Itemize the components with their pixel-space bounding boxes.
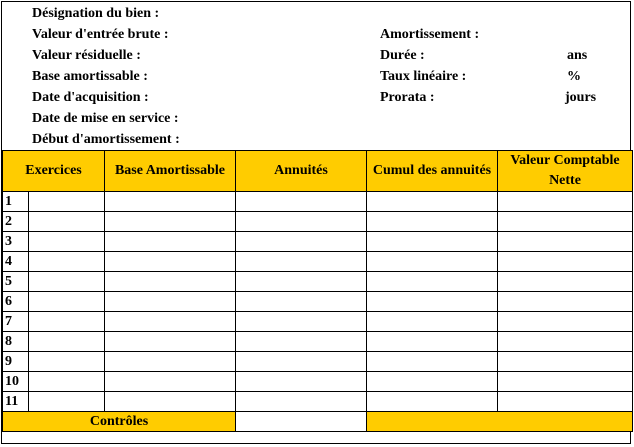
cumul-cell[interactable] [367, 192, 498, 212]
annuite-cell[interactable] [236, 392, 367, 412]
prorata-label: Prorata : [380, 90, 435, 105]
base-cell[interactable] [105, 192, 236, 212]
amortization-table [2, 150, 633, 432]
exercice-cell[interactable] [29, 292, 105, 312]
cumul-cell[interactable] [367, 252, 498, 272]
base-cell[interactable] [105, 372, 236, 392]
col-cumul-header: Cumul des annuités [367, 151, 498, 192]
cumul-cell[interactable] [367, 352, 498, 372]
vnc-cell[interactable] [498, 252, 633, 272]
table-header-row [3, 151, 633, 192]
vnc-cell[interactable] [498, 292, 633, 312]
table-row [3, 352, 633, 372]
base-cell[interactable] [105, 392, 236, 412]
table-row [3, 332, 633, 352]
cumul-cell[interactable] [367, 392, 498, 412]
controls-row [3, 412, 633, 432]
row-number: 11 [3, 392, 29, 412]
exercice-cell[interactable] [29, 192, 105, 212]
table-row [3, 192, 633, 212]
row-number: 3 [3, 232, 29, 252]
vnc-cell[interactable] [498, 232, 633, 252]
date-service-label: Date de mise en service : [32, 111, 179, 126]
annuite-cell[interactable] [236, 332, 367, 352]
base-cell[interactable] [105, 232, 236, 252]
duree-label: Durée : [380, 48, 425, 63]
base-cell[interactable] [105, 212, 236, 232]
designation-label: Désignation du bien : [32, 6, 160, 21]
cumul-cell[interactable] [367, 372, 498, 392]
base-cell[interactable] [105, 292, 236, 312]
annuite-cell[interactable] [236, 312, 367, 332]
controls-annuites-cell[interactable] [236, 412, 367, 432]
vnc-cell[interactable] [498, 392, 633, 412]
valeur-residuelle-label: Valeur résiduelle : [32, 48, 141, 63]
annuite-cell[interactable] [236, 352, 367, 372]
annuite-cell[interactable] [236, 192, 367, 212]
cumul-cell[interactable] [367, 312, 498, 332]
table-row [3, 212, 633, 232]
exercice-cell[interactable] [29, 252, 105, 272]
row-number: 4 [3, 252, 29, 272]
controls-right-fill [367, 412, 633, 432]
vnc-cell[interactable] [498, 332, 633, 352]
annuite-cell[interactable] [236, 252, 367, 272]
row-number: 7 [3, 312, 29, 332]
base-cell[interactable] [105, 272, 236, 292]
annuite-cell[interactable] [236, 272, 367, 292]
vnc-cell[interactable] [498, 272, 633, 292]
row-number: 1 [3, 192, 29, 212]
table-row [3, 312, 633, 332]
table-row [3, 372, 633, 392]
cumul-cell[interactable] [367, 212, 498, 232]
exercice-cell[interactable] [29, 372, 105, 392]
exercice-cell[interactable] [29, 272, 105, 292]
cumul-cell[interactable] [367, 232, 498, 252]
vnc-cell[interactable] [498, 372, 633, 392]
annuite-cell[interactable] [236, 292, 367, 312]
col-annuites-header: Annuités [236, 151, 367, 192]
vnc-cell[interactable] [498, 212, 633, 232]
controls-label: Contrôles [3, 412, 236, 432]
date-acquisition-label: Date d'acquisition : [32, 90, 149, 105]
annuite-cell[interactable] [236, 212, 367, 232]
cumul-cell[interactable] [367, 272, 498, 292]
row-number: 2 [3, 212, 29, 232]
taux-unit: % [567, 69, 581, 84]
col-base-amortissable-header: Base Amortissable [105, 151, 236, 192]
valeur-entree-label: Valeur d'entrée brute : [32, 27, 169, 42]
duree-unit: ans [567, 48, 588, 63]
table-row [3, 292, 633, 312]
annuite-cell[interactable] [236, 232, 367, 252]
exercice-cell[interactable] [29, 312, 105, 332]
row-number: 10 [3, 372, 29, 392]
exercice-cell[interactable] [29, 332, 105, 352]
table-row [3, 272, 633, 292]
vnc-cell[interactable] [498, 312, 633, 332]
exercice-cell[interactable] [29, 392, 105, 412]
base-cell[interactable] [105, 332, 236, 352]
exercice-cell[interactable] [29, 212, 105, 232]
exercice-cell[interactable] [29, 232, 105, 252]
vnc-cell[interactable] [498, 352, 633, 372]
row-number: 9 [3, 352, 29, 372]
row-number: 8 [3, 332, 29, 352]
cumul-cell[interactable] [367, 332, 498, 352]
cumul-cell[interactable] [367, 292, 498, 312]
amortissement-label: Amortissement : [380, 27, 480, 42]
debut-amortissement-label: Début d'amortissement : [32, 132, 180, 147]
base-cell[interactable] [105, 312, 236, 332]
table-row [3, 392, 633, 412]
row-number: 5 [3, 272, 29, 292]
row-number: 6 [3, 292, 29, 312]
col-vnc-header: Valeur Comptable Nette [498, 151, 633, 192]
taux-label: Taux linéaire : [380, 69, 467, 84]
prorata-unit: jours [565, 90, 597, 105]
annuite-cell[interactable] [236, 372, 367, 392]
table-row [3, 252, 633, 272]
base-cell[interactable] [105, 252, 236, 272]
table-row [3, 232, 633, 252]
exercice-cell[interactable] [29, 352, 105, 372]
col-exercices-header: Exercices [3, 151, 105, 192]
base-cell[interactable] [105, 352, 236, 372]
vnc-cell[interactable] [498, 192, 633, 212]
base-amortissable-label: Base amortissable : [32, 69, 148, 84]
